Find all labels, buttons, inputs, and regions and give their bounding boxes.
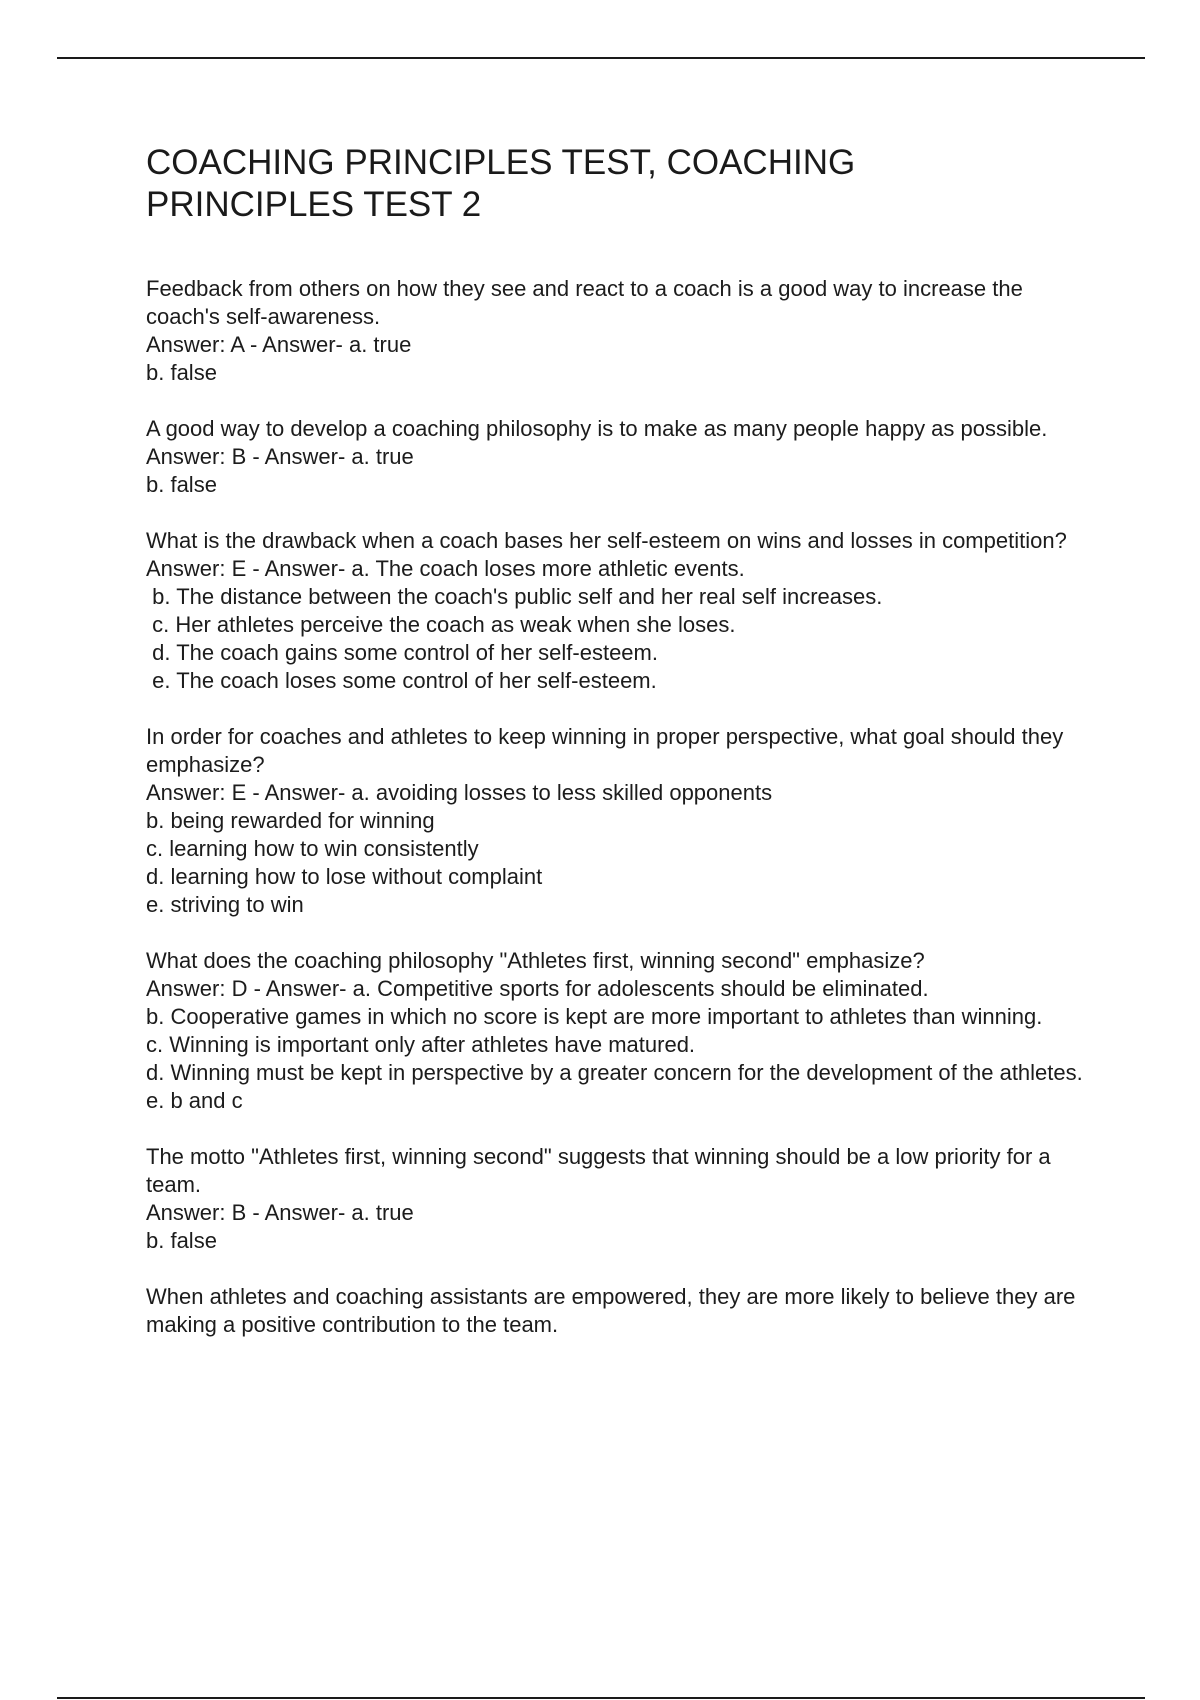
answer-line: c. Winning is important only after athletes have matured. (146, 1032, 696, 1057)
question-block (146, 1143, 1106, 1255)
question-block (146, 527, 1106, 695)
question-text: In order for coaches and athletes to keep winning in proper perspective, what goal should they emphasize? (146, 724, 1070, 777)
answer-line: b. being rewarded for winning (146, 808, 435, 833)
question-text: The motto "Athletes first, winning second" suggests that winning should be a low priority for a team. (146, 1144, 1057, 1197)
answer-line: b. false (146, 360, 217, 385)
question-text: What is the drawback when a coach bases her self-esteem on wins and losses in competition? (146, 528, 1067, 553)
question-block (146, 415, 1106, 499)
answer-line: Answer: A - Answer- a. true (146, 332, 412, 357)
question-text: When athletes and coaching assistants are empowered, they are more likely to believe they are making a positive contribution to the team. (146, 1284, 1082, 1337)
answer-line: Answer: E - Answer- a. avoiding losses to less skilled opponents (146, 780, 773, 805)
document-body (146, 142, 1106, 1367)
answer-line: c. Her athletes perceive the coach as weak when she loses. (146, 612, 736, 637)
answer-line: Answer: B - Answer- a. true (146, 444, 414, 469)
question-list (146, 275, 1106, 1339)
question-block (146, 1283, 1106, 1339)
answer-line: c. learning how to win consistently (146, 836, 479, 861)
answer-line: e. The coach loses some control of her self-esteem. (146, 668, 657, 693)
answer-line: b. The distance between the coach's public self and her real self increases. (146, 584, 883, 609)
answer-line: Answer: B - Answer- a. true (146, 1200, 414, 1225)
answer-line: d. learning how to lose without complaint (146, 864, 543, 889)
bottom-rule (57, 1697, 1145, 1699)
answer-line: b. Cooperative games in which no score is kept are more important to athletes than winning. (146, 1004, 1043, 1029)
question-block (146, 947, 1106, 1115)
question-block (146, 275, 1106, 387)
answer-line: Answer: E - Answer- a. The coach loses more athletic events. (146, 556, 745, 581)
question-text: A good way to develop a coaching philosophy is to make as many people happy as possible. (146, 416, 1048, 441)
answer-line: d. Winning must be kept in perspective by a greater concern for the development of the athletes. (146, 1060, 1083, 1085)
answer-line: b. false (146, 472, 217, 497)
question-block (146, 723, 1106, 919)
question-text: Feedback from others on how they see and react to a coach is a good way to increase the coach's self-awareness. (146, 276, 1029, 329)
answer-line: e. b and c (146, 1088, 243, 1113)
answer-line: b. false (146, 1228, 217, 1253)
top-rule (57, 57, 1145, 59)
document-title: COACHING PRINCIPLES TEST, COACHING PRINCIPLES TEST 2 (146, 143, 856, 224)
answer-line: e. striving to win (146, 892, 304, 917)
question-text: What does the coaching philosophy "Athletes first, winning second" emphasize? (146, 948, 925, 973)
answer-line: Answer: D - Answer- a. Competitive sports for adolescents should be eliminated. (146, 976, 929, 1001)
answer-line: d. The coach gains some control of her self-esteem. (146, 640, 658, 665)
